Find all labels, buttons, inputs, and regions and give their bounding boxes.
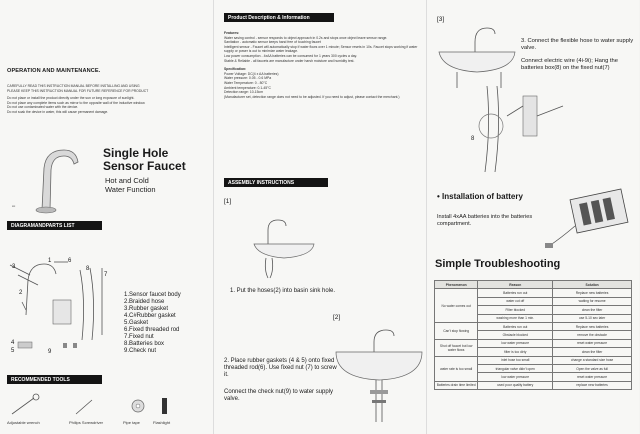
tool-label: Adjustable wrench [7, 420, 40, 425]
tool-label: Pipe tape [123, 420, 140, 425]
table-row [435, 381, 632, 389]
instruction-line: Do not soak the device in water, this will cause permanent damage. [7, 109, 109, 114]
parts-list-item: 5.Gasket [124, 320, 149, 326]
step1-illustration [254, 200, 334, 280]
instruction-line: PLEASE KEEP THIS INSTRUCTION MANUAL FOR FUTURE REFERENCE FOR PRODUCT [7, 88, 149, 93]
battery-box-illustration [545, 190, 633, 252]
parts-diagram [8, 240, 118, 360]
parts-list-item: 9.Check nut [124, 348, 157, 354]
product-title-line: Sensor Faucet [103, 159, 186, 173]
spec-item: Water pressure: 0.05 - 0.6 MPa [224, 76, 272, 81]
parts-list [124, 292, 181, 355]
callout-9: 9 [48, 349, 52, 355]
table-cell: clean the filter [553, 306, 632, 314]
callout-5: 5 [11, 348, 15, 354]
features-section [224, 31, 420, 99]
table-cell: remove the obstacle [553, 331, 632, 339]
instruction-line: Do not use contaminated water with the device. [7, 105, 79, 110]
callout-8: 8 [86, 266, 90, 272]
step3-callout-8: 8 [471, 136, 475, 142]
table-cell: low water pressure [478, 339, 553, 347]
parts-list-item: 7.Fixed nut [124, 334, 154, 340]
troubleshooting-table [434, 280, 632, 390]
operation-heading: OPERATION AND MAINTENANCE. [7, 68, 101, 74]
table-cell: replace new batteries [553, 381, 632, 389]
table-header-cell: Phenomenon [435, 281, 478, 289]
parts-list-item: 8.Batteries box [124, 341, 165, 347]
table-cell: Filter blocked [478, 306, 553, 314]
product-subtitle-line: Hot and Cold [105, 176, 149, 185]
callout-1: 1 [48, 258, 52, 264]
table-cell: Shut off faucet but low water flows [435, 339, 478, 356]
spec-item: (Manufacturer set, detection range does not need to be adjusted. If you need to adjust, please contact the merchant.) [224, 94, 400, 99]
instruction-text [7, 84, 207, 115]
product-description-bar: Product Description & Information [224, 13, 334, 22]
spec-item: Water Temperature: 0 - 80°C [224, 80, 268, 85]
spec-item: Power Voltage: DC(4 x AA batteries) [224, 71, 279, 76]
table-cell: washing more than 1 min. [478, 314, 553, 322]
table-cell: water rate is too small [435, 356, 478, 381]
parts-list-item: 6.Fixed threaded rod [124, 327, 180, 333]
battery-text: Install 4xAA batteries into the batteries compartment. [437, 214, 533, 227]
product-title-line: Single Hole [103, 146, 169, 160]
step2-label: [2] [333, 314, 341, 321]
parts-list-item: 2.Braided hose [124, 299, 165, 305]
feature-item: Stable & Reliable - all faucets are manufacture under harsh moisture and humidity test. [224, 58, 355, 63]
page-installation [426, 0, 639, 434]
step3-label: [3] [437, 16, 445, 23]
table-cell: Batteries drain time limited [435, 381, 478, 389]
table-cell: used poor quality battery [478, 381, 553, 389]
callout-6: 6 [68, 258, 72, 264]
step3-wire-text: Connect electric wire (4i-9i); Hang the batteries box(8) on the fixed nut(7) [521, 58, 618, 72]
instruction-line: Do not place any complete items such as mirror to the opposite wall of the inductive window. [7, 100, 146, 105]
table-cell: clean the filter [553, 348, 632, 356]
table-cell: inlet hose too small [478, 356, 553, 364]
table-cell: Replace new batteries [553, 289, 632, 297]
table-cell: waiting for resume [553, 297, 632, 305]
table-cell: No water comes out [435, 289, 478, 323]
parts-list-item: 3.Rubber gasket [124, 306, 169, 312]
callout-7: 7 [104, 272, 108, 278]
troubleshooting-heading: Simple Troubleshooting [435, 258, 561, 270]
table-cell: Batteries run out [478, 289, 553, 297]
callout-3: 3 [12, 264, 16, 270]
table-row [435, 322, 632, 330]
tool-label: Flashlight [153, 420, 171, 425]
feature-item: Intelligent sensor - Faucet will automatically stop if water flows over 1 minute; Sensor resets in 10s. Faucet stops working if water supply or power is out to minimize water leakage. [224, 44, 418, 54]
table-cell: water cut off [478, 297, 553, 305]
faucet-led-mark: ▪▪▪ [12, 204, 16, 208]
page-description [213, 0, 426, 434]
table-row [435, 339, 632, 347]
feature-item: Water saving control - sensor responds to object approach in 0.2s and stops once object leave sensor range. [224, 35, 388, 40]
feature-item: Low power consumption - 4xAA batteries can be consumed for 1 years 300 cycles a day. [224, 53, 357, 58]
step2-text: 2. Place rubber gaskets (4 & 5) onto fixed threaded rod(6). Use fixed nut (7) to screw it. [224, 358, 337, 379]
tools-illustration [8, 392, 198, 418]
parts-list-item: 1.Sensor faucet body [124, 292, 181, 298]
assembly-instructions-bar: ASSEMBLY INSTRUCTIONS [224, 178, 328, 187]
product-title [103, 147, 186, 173]
step1-text: 1. Put the hoses(2) into basin sink hole. [230, 288, 336, 294]
step2-extra-text: Connect the check nut(9) to water supply valve. [224, 389, 334, 403]
table-cell: Can't stop flowing [435, 322, 478, 339]
callout-2: 2 [19, 290, 23, 296]
table-row [435, 289, 632, 297]
spec-heading: Specification: [224, 67, 247, 72]
tool-label: Philips Screwdriver [69, 420, 104, 425]
parts-list-item: 4.C#Rubber gasket [124, 313, 176, 319]
table-cell: Replace new batteries [553, 322, 632, 330]
instruction-line: Do not place or install the product directly under the sun or long exposure of sunlight. [7, 96, 135, 101]
table-header-row [435, 281, 632, 289]
table-cell: reset water pressure [553, 339, 632, 347]
spec-item: Detection range: 10-15cm [224, 90, 264, 95]
table-header-cell: Solution [553, 281, 632, 289]
callout-4: 4 [11, 340, 15, 346]
battery-heading: • Installation of battery [437, 192, 523, 201]
table-cell: reset water pressure [553, 373, 632, 381]
table-cell: change a standard size hose [553, 356, 632, 364]
feature-item: Sanitation - automatic sensor keeps hand free of touching faucet [224, 40, 321, 45]
features-heading: Features: [224, 31, 240, 35]
table-cell: Open the valve as full [553, 364, 632, 372]
step3-text: 3. Connect the flexible hose to water supply valve. [521, 38, 634, 52]
table-cell: use 5-10 sec later [553, 314, 632, 322]
diagram-parts-bar: DIAGRAMANDPARTS LIST [7, 221, 102, 230]
table-cell: Batteries run out [478, 322, 553, 330]
step1-label: [1] [224, 198, 232, 205]
recommended-tools-bar: RECOMMENDED TOOLS [7, 375, 102, 384]
table-cell: triangular valve didn't open [478, 364, 553, 372]
product-subtitle-line: Water Function [105, 185, 156, 194]
step3-valve-illustration [467, 86, 567, 176]
table-cell: filter is too dirty [478, 348, 553, 356]
instruction-line: CAREFULLY READ THIS INSTRUCTION MANUAL BEFORE INSTALLING AND USING [7, 84, 140, 88]
product-subtitle [105, 176, 156, 194]
faucet-illustration [20, 140, 80, 220]
page-operation [0, 0, 213, 434]
step3-basin-illustration [439, 22, 519, 92]
step2-illustration [334, 318, 424, 428]
table-header-cell: Reason [478, 281, 553, 289]
table-row [435, 356, 632, 364]
spec-item: Ambient temperature: 0.1-45°C [224, 85, 271, 90]
table-cell: low water pressure [478, 373, 553, 381]
table-cell: Obstacle blocked [478, 331, 553, 339]
